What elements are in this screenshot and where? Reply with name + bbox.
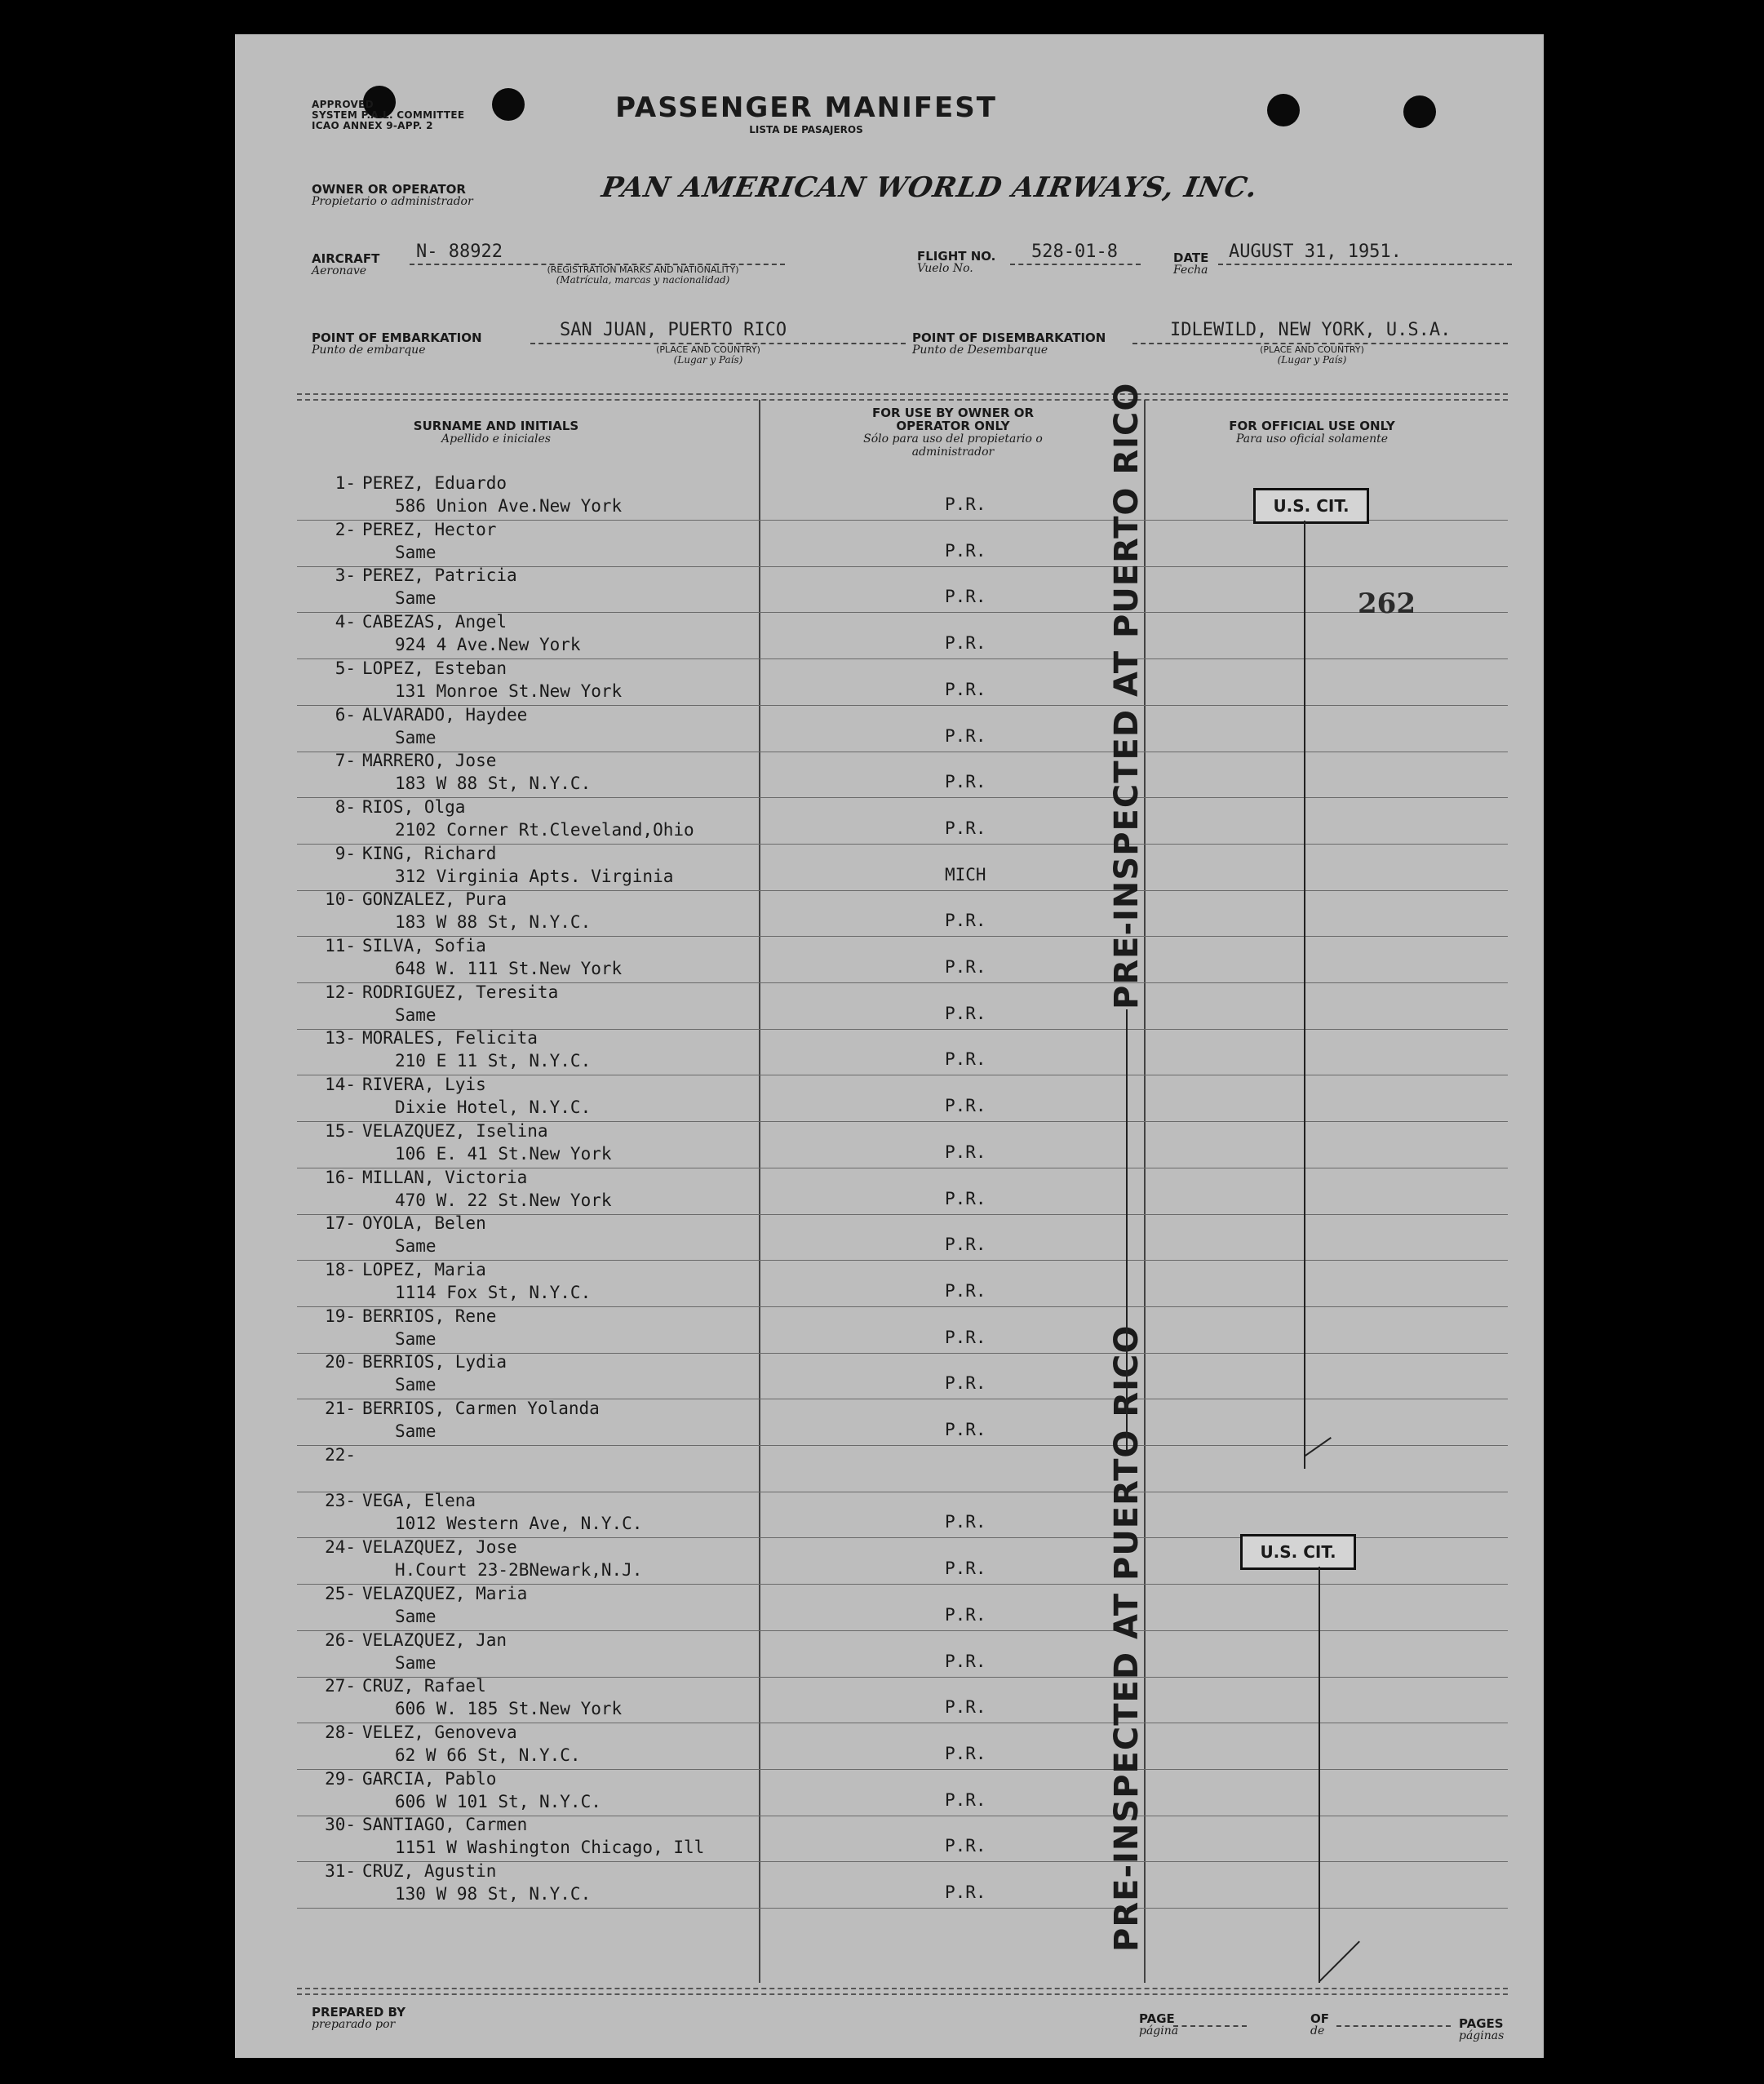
aircraft-label-es: Aeronave [312,264,367,277]
of-label: OF [1310,2011,1329,2026]
passenger-number: 30- [325,1815,356,1835]
approval-line: SYSTEM P.A.L. COMMITTEE [312,109,465,121]
place-sub-label-es: (Lugar y País) [673,354,743,366]
date-label-block [1173,251,1208,277]
passenger-name: SANTIAGO, Carmen [362,1815,528,1835]
passenger-code: P.R. [945,1882,986,1902]
passenger-code: P.R. [945,1651,986,1671]
date-label: DATE [1173,251,1209,265]
embark-label: POINT OF EMBARKATION [312,330,482,345]
approval-line: ICAO ANNEX 9-APP. 2 [312,120,433,131]
passenger-number: 27- [325,1676,356,1696]
punch-hole [1267,94,1300,126]
passenger-number: 24- [325,1537,356,1558]
bracket-line [1304,521,1305,1469]
passenger-name: CABEZAS, Angel [362,612,507,632]
passenger-row [307,1168,1544,1215]
passenger-number: 21- [325,1399,356,1418]
col-header-official-label: FOR OFFICIAL USE ONLY [1229,419,1395,433]
passenger-row [307,1213,1544,1261]
date-label-es: Fecha [1173,264,1208,277]
page-title: PASSENGER MANIFEST [615,91,997,124]
passenger-address: 183 W 88 St, N.Y.C. [395,912,592,933]
passenger-address: 131 Monroe St.New York [395,681,623,701]
passenger-address: 106 E. 41 St.New York [395,1143,612,1164]
passenger-row [307,844,1544,891]
passenger-name: PEREZ, Patricia [362,565,517,586]
passenger-code: MICH [945,864,986,885]
passenger-address: Same [395,588,437,609]
disembark-label-es: Punto de Desembarque [912,344,1048,357]
embark-label-es: Punto de embarque [312,344,426,357]
passenger-row [307,705,1544,752]
passenger-code: P.R. [945,1420,986,1439]
passenger-code: P.R. [945,1280,986,1301]
owner-value: PAN AMERICAN WORLD AIRWAYS, INC. [599,171,1261,204]
col-header-official-es: Para uso oficial solamente [1236,432,1388,446]
passenger-address: Dixie Hotel, N.Y.C. [395,1097,592,1118]
passenger-code: P.R. [945,494,986,514]
passenger-address: Same [395,1004,437,1025]
passenger-row [307,1306,1544,1354]
approval-block [312,100,464,131]
passenger-number: 18- [325,1259,356,1279]
date-value: AUGUST 31, 1951. [1229,242,1402,262]
passenger-number: 22- [325,1444,356,1465]
place-sub-label: (PLACE AND COUNTRY) [656,344,760,355]
passenger-number: 23- [325,1491,356,1511]
passenger-row [307,1260,1544,1307]
passenger-number: 26- [325,1630,356,1650]
passenger-code: P.R. [945,911,986,931]
page-label-es: página [1139,2024,1179,2037]
of-field [1310,2012,1329,2037]
passenger-row [307,1352,1544,1399]
passenger-number: 8- [335,796,356,817]
passenger-name: RIOS, Olga [362,796,466,817]
us-cit-stamp-top: U.S. CIT. [1253,488,1369,524]
passenger-name: PEREZ, Hector [362,519,497,539]
passenger-row [307,889,1544,937]
aircraft-value: N- 88922 [416,242,503,262]
passenger-row [307,1769,1544,1816]
passenger-name: VELAZQUEZ, Jose [362,1537,517,1558]
passenger-number: 9- [335,843,356,863]
passenger-name: CRUZ, Agustin [362,1861,497,1881]
passenger-address: 1012 Western Ave, N.Y.C. [395,1514,643,1534]
passenger-number: 12- [325,982,356,1002]
passenger-address: 606 W 101 St, N.Y.C. [395,1791,601,1811]
passenger-code: P.R. [945,772,986,792]
passenger-row [307,1028,1544,1075]
col-header-owner-label: FOR USE BY OWNER OR OPERATOR ONLY [871,406,1035,433]
passenger-row [307,1399,1544,1446]
passenger-name: VEGA, Elena [362,1491,476,1511]
prepared-label-es: preparado por [312,2018,396,2031]
passenger-address: Same [395,1375,437,1395]
stamp-line [1126,1009,1128,1450]
passenger-name: RODRIGUEZ, Teresita [362,982,559,1002]
passenger-code: P.R. [945,818,986,838]
passenger-number: 7- [335,751,356,771]
passenger-address: Same [395,1236,437,1257]
passenger-row [307,1861,1544,1909]
passenger-code: P.R. [945,1003,986,1023]
owner-label: OWNER OR OPERATOR [312,182,466,197]
pages-label-es: páginas [1459,2029,1505,2042]
us-cit-stamp-bottom: U.S. CIT. [1240,1534,1356,1570]
prepared-label: PREPARED BY [312,2005,406,2020]
passenger-number: 1- [335,473,356,493]
passenger-name: BERRIOS, Rene [362,1306,497,1326]
passenger-code: P.R. [945,633,986,654]
passenger-name: SILVA, Sofia [362,936,486,956]
passenger-address: H.Court 23-2BNewark,N.J. [395,1560,643,1581]
passenger-code: P.R. [945,1559,986,1579]
divider [297,1988,1508,1989]
passenger-number: 2- [335,519,356,539]
passenger-row [307,1584,1544,1631]
page-field [1139,2012,1178,2037]
passenger-code: P.R. [945,1836,986,1856]
passenger-name: MILLAN, Victoria [362,1167,528,1187]
col-header-owner-es: Sólo para uso del propietario o administrador [863,432,1043,459]
passenger-row [307,1815,1544,1862]
underline [1336,2025,1451,2027]
passenger-name: LOPEZ, Esteban [362,658,507,678]
passenger-row [307,936,1544,983]
passenger-name: LOPEZ, Maria [362,1259,486,1279]
passenger-number: 25- [325,1583,356,1603]
embark-value: SAN JUAN, PUERTO RICO [560,320,787,340]
passenger-number: 11- [325,936,356,956]
pages-label: PAGES [1459,2016,1504,2031]
prepared-by [312,2006,406,2031]
place-sub-label: (PLACE AND COUNTRY) [1260,344,1364,355]
passenger-code: P.R. [945,1188,986,1208]
passenger-address: 1114 Fox St, N.Y.C. [395,1282,592,1302]
passenger-code: P.R. [945,1789,986,1810]
passenger-code: P.R. [945,1049,986,1070]
page-subtitle: LISTA DE PASAJEROS [749,124,863,135]
passenger-name: VELEZ, Genoveva [362,1722,517,1742]
of-label-es: de [1310,2024,1325,2037]
disembark-value: IDLEWILD, NEW YORK, U.S.A. [1170,320,1452,340]
divider [297,393,1508,395]
passenger-number: 28- [325,1722,356,1742]
passenger-row [307,520,1544,567]
divider [297,1993,1508,1995]
bracket-line [1319,1567,1320,1983]
punch-hole [492,88,525,121]
page-label: PAGE [1139,2011,1175,2026]
passenger-name: MORALES, Felicita [362,1028,538,1049]
passenger-name: VELAZQUEZ, Maria [362,1583,528,1603]
passenger-name: OYOLA, Belen [362,1213,486,1234]
passenger-row [307,1445,1544,1492]
divider [297,399,1508,401]
passenger-code: P.R. [945,725,986,746]
passenger-number: 15- [325,1120,356,1141]
passenger-address: 183 W 88 St, N.Y.C. [395,774,592,794]
passenger-name: VELAZQUEZ, Jan [362,1630,507,1650]
underline [1173,2025,1247,2027]
passenger-code: P.R. [945,1697,986,1718]
passenger-number: 10- [325,889,356,910]
passenger-code: P.R. [945,1604,986,1625]
passenger-row [307,1676,1544,1723]
passenger-name: GARCIA, Pablo [362,1768,497,1789]
passenger-code: P.R. [945,1743,986,1763]
passenger-address: Same [395,542,437,562]
passenger-row [307,982,1544,1030]
passenger-address: 312 Virginia Apts. Virginia [395,866,674,886]
passenger-address: Same [395,1421,437,1441]
passenger-row [307,1723,1544,1770]
passenger-row [307,1537,1544,1585]
title-block [578,91,1035,135]
disembark-sub [1230,345,1394,366]
passenger-number: 16- [325,1167,356,1187]
bracket-tick [1319,1941,1360,1983]
passenger-name: PEREZ, Eduardo [362,473,507,493]
passenger-address: Same [395,1606,437,1626]
passenger-number: 13- [325,1028,356,1049]
passenger-row [307,1075,1544,1122]
passenger-name: MARRERO, Jose [362,751,497,771]
passenger-name: CRUZ, Rafael [362,1676,486,1696]
passenger-row [307,1121,1544,1168]
passenger-code: P.R. [945,1373,986,1394]
preinspected-stamp-bottom: PRE-INSPECTED AT PUERTO RICO [1108,1324,1146,1952]
passenger-number: 14- [325,1075,356,1095]
passenger-name: GONZALEZ, Pura [362,889,507,910]
passenger-number: 19- [325,1306,356,1326]
passenger-row [307,797,1544,845]
passenger-address: Same [395,1652,437,1673]
passenger-row [307,1630,1544,1678]
aircraft-label: AIRCRAFT [312,251,380,266]
passenger-address: 470 W. 22 St.New York [395,1190,612,1210]
official-count: 262 [1358,588,1416,620]
passenger-row [307,1491,1544,1538]
pages-field [1459,2017,1504,2042]
passenger-code: P.R. [945,1142,986,1162]
passenger-address: Same [395,1328,437,1349]
col-header-official [1190,419,1434,446]
flight-value: 528-01-8 [1031,242,1118,262]
col-header-surname-label: SURNAME AND INITIALS [413,419,579,433]
punch-hole [1403,95,1436,128]
aircraft-label-block [312,252,379,277]
passenger-row [307,751,1544,798]
passenger-number: 6- [335,704,356,725]
flight-label-block [917,250,995,275]
preinspected-stamp-top: PRE-INSPECTED AT PUERTO RICO [1108,382,1146,1009]
disembark-label-block [912,331,1106,357]
col-header-surname-es: Apellido e iniciales [441,432,551,446]
passenger-code: P.R. [945,1235,986,1255]
passenger-number: 31- [325,1861,356,1881]
underline [1218,264,1512,265]
passenger-code: P.R. [945,540,986,561]
owner-label-block [312,183,473,208]
approval-line: APPROVED [312,99,374,110]
passenger-code: P.R. [945,679,986,699]
passenger-number: 4- [335,612,356,632]
owner-label-es: Propietario o administrador [312,195,473,208]
passenger-name: BERRIOS, Lydia [362,1352,507,1372]
flight-label-es: Vuelo No. [917,262,973,275]
passenger-address: 2102 Corner Rt.Cleveland,Ohio [395,819,694,840]
embark-sub [627,345,790,366]
passenger-address: 210 E 11 St, N.Y.C. [395,1051,592,1071]
col-header-owner [855,406,1051,459]
passenger-name: KING, Richard [362,843,497,863]
passenger-address: 130 W 98 St, N.Y.C. [395,1884,592,1904]
passenger-code: P.R. [945,1512,986,1532]
passenger-number: 5- [335,658,356,678]
passenger-number: 29- [325,1768,356,1789]
passenger-address: 924 4 Ave.New York [395,635,581,655]
place-sub-label-es: (Lugar y País) [1277,354,1347,366]
col-header-surname [341,419,651,446]
passenger-number: 3- [335,565,356,586]
passenger-name: BERRIOS, Carmen Yolanda [362,1399,600,1418]
disembark-label: POINT OF DISEMBARKATION [912,330,1106,345]
passenger-address: 606 W. 185 St.New York [395,1699,623,1719]
passenger-name: RIVERA, Lyis [362,1075,486,1095]
passenger-code: P.R. [945,587,986,607]
passenger-address: 648 W. 111 St.New York [395,959,623,978]
passenger-code: P.R. [945,957,986,977]
passenger-address: 1151 W Washington Chicago, Ill [395,1838,705,1858]
passenger-number: 20- [325,1352,356,1372]
aircraft-sub [512,265,773,286]
passenger-name: ALVARADO, Haydee [362,704,528,725]
passenger-code: P.R. [945,1096,986,1116]
flight-label: FLIGHT NO. [917,249,996,264]
passenger-address: 586 Union Ave.New York [395,496,623,516]
passenger-address: 62 W 66 St, N.Y.C. [395,1745,581,1765]
manifest-sheet [235,34,1544,2058]
aircraft-sub-label-es: (Matrícula, marcas y nacionalidad) [556,274,730,286]
passenger-address: Same [395,727,437,747]
passenger-number: 17- [325,1213,356,1234]
passenger-code: P.R. [945,1327,986,1347]
passenger-name: VELAZQUEZ, Iselina [362,1120,548,1141]
aircraft-sub-label: (REGISTRATION MARKS AND NATIONALITY) [547,264,739,275]
embark-label-block [312,331,482,357]
underline [1010,264,1141,265]
passenger-row [307,658,1544,706]
